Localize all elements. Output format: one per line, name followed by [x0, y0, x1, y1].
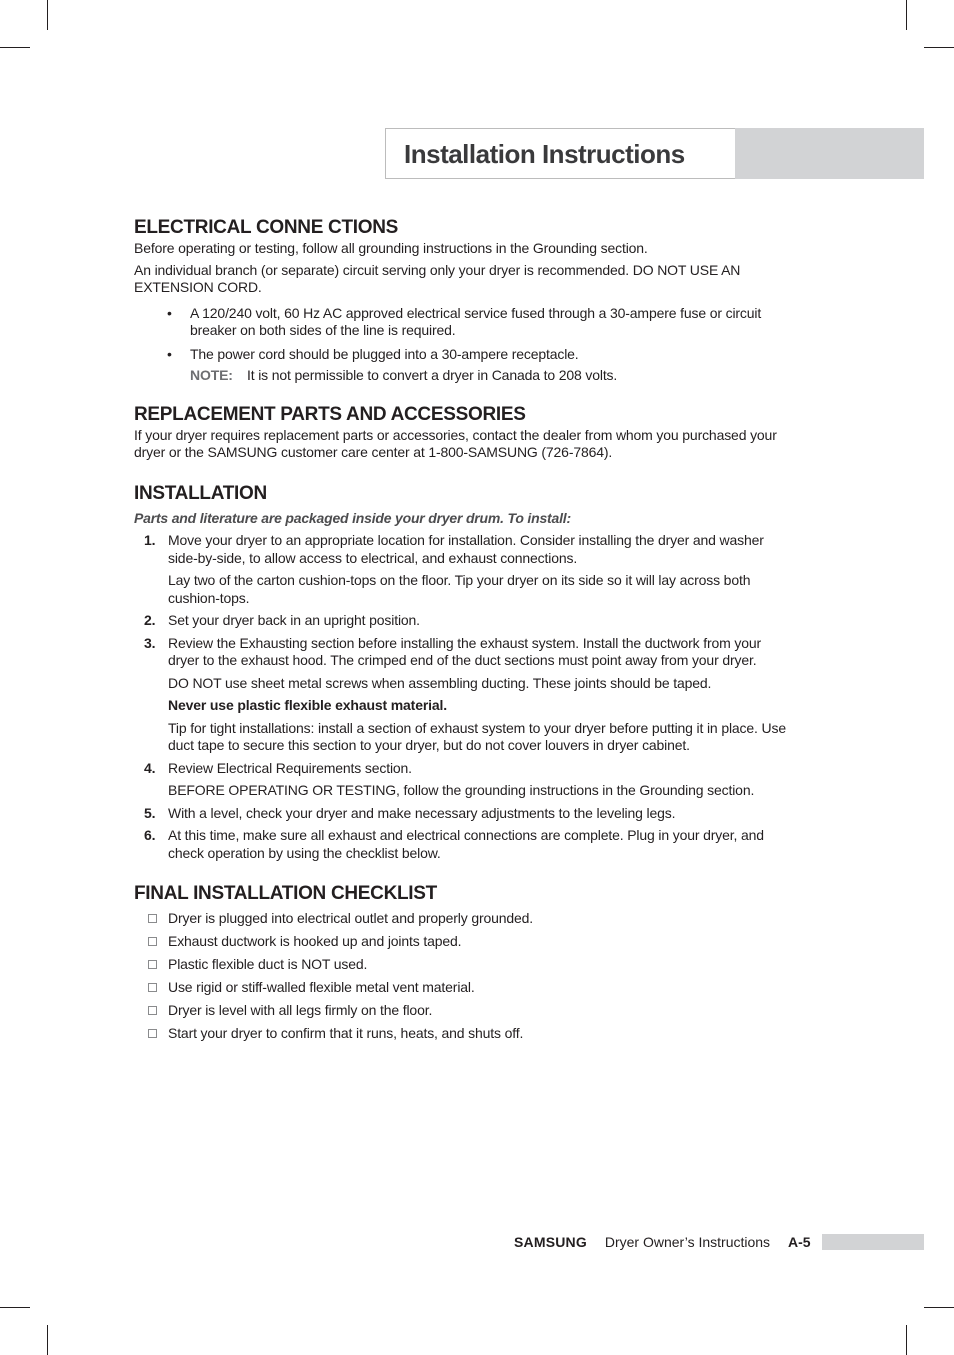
list-item: 2. Set your dryer back in an upright position.: [144, 612, 420, 628]
step-number: 4.: [144, 759, 156, 776]
checkbox-icon: [148, 960, 157, 969]
checkbox-icon: [148, 937, 157, 946]
list-item: 3. Review the Exhausting section before installing the exhaust system. Install the ductwork from your dryer to the exhaust hood. The crimped end of the duct sections must point away from your dryer.: [144, 634, 762, 668]
bullet-item: • The power cord should be plugged into a 30-ampere receptacle.: [167, 345, 579, 362]
page-title: Installation Instructions: [404, 139, 685, 169]
crop-mark: [0, 47, 30, 48]
crop-mark: [924, 1307, 954, 1308]
bullet-icon: •: [167, 345, 172, 362]
section-electrical: [134, 216, 794, 385]
step-note: Tip for tight installations: install a section of exhaust system to your dryer before putting it in place. Use duct tape to secure this section to your dryer, but do not cover louvers in dryer cabinet.: [168, 719, 786, 753]
bullet-icon: •: [167, 304, 172, 321]
checklist-item: Dryer is level with all legs firmly on the floor.: [134, 1002, 794, 1020]
list-item: 4. Review Electrical Requirements section.: [144, 759, 412, 776]
checklist-item: Plastic flexible duct is NOT used.: [134, 956, 794, 974]
crop-mark: [906, 0, 907, 30]
list-item: 6. At this time, make sure all exhaust and electrical connections are complete. Plug in your dryer, and check operation by using the checklist below.: [144, 827, 764, 861]
header-accent-bar: [735, 128, 924, 179]
step-note: DO NOT use sheet metal screws when assembling ducting. These joints should be taped.: [168, 674, 712, 691]
section-checklist: [134, 882, 794, 1043]
note-label: NOTE:: [190, 367, 233, 383]
section-installation: [134, 482, 794, 863]
paragraph: If your dryer requires replacement parts or accessories, contact the dealer from whom you purchased your dryer or the SAMSUNG customer care center at 1-800-SAMSUNG (726-7864).: [134, 426, 777, 460]
footer-document-title: Dryer Owner’s Instructions: [604, 1234, 771, 1250]
crop-mark: [924, 47, 954, 48]
checklist-item: Exhaust ductwork is hooked up and joints taped.: [134, 933, 794, 951]
note-text: It is not permissible to convert a dryer in Canada to 208 volts.: [247, 367, 618, 383]
checkbox-icon: [148, 983, 157, 992]
step-note: Lay two of the carton cushion-tops on the floor. Tip your dryer on its side so it will lay across both cushion-tops.: [168, 572, 751, 606]
step-note: BEFORE OPERATING OR TESTING, follow the grounding instructions in the Grounding section.: [168, 782, 755, 798]
section-heading: FINAL INSTALLATION CHECKLIST: [134, 883, 437, 904]
installation-lead: Parts and literature are packaged inside your dryer drum. To install:: [134, 509, 571, 526]
page-number: A-5: [787, 1234, 811, 1250]
step-warning: Never use plastic flexible exhaust material.: [168, 697, 447, 713]
checklist-item: Use rigid or stiff-walled flexible metal vent material.: [134, 979, 794, 997]
step-number: 3.: [144, 634, 156, 651]
section-heading: REPLACEMENT PARTS AND ACCESSORIES: [134, 403, 526, 425]
checklist-item: Dryer is plugged into electrical outlet and properly grounded.: [134, 910, 794, 928]
step-number: 6.: [144, 827, 156, 843]
bullet-item: • A 120/240 volt, 60 Hz AC approved electrical service fused through a 30-ampere fuse or circuit breaker on both sides of the line is required.: [167, 304, 762, 338]
checkbox-icon: [148, 1029, 157, 1038]
step-number: 1.: [144, 532, 156, 548]
page-footer: [514, 1232, 811, 1252]
crop-mark: [0, 1307, 30, 1308]
crop-mark: [47, 1325, 48, 1355]
step-number: 5.: [144, 804, 156, 821]
footer-brand: SAMSUNG: [514, 1234, 587, 1250]
page-content: [134, 216, 794, 1043]
section-heading: ELECTRICAL CONNE CTIONS: [134, 217, 399, 238]
checkbox-icon: [148, 914, 157, 923]
list-item: 1. Move your dryer to an appropriate location for installation. Consider installing the dryer and washer side-by-side, to allow access to electrical, and exhaust connections.: [144, 532, 764, 566]
checklist-item: Start your dryer to confirm that it runs, heats, and shuts off.: [134, 1025, 794, 1043]
footer-accent-bar: [822, 1234, 924, 1250]
section-heading: INSTALLATION: [134, 482, 267, 504]
note: [134, 367, 794, 385]
page-header: [385, 128, 735, 179]
list-item: 5. With a level, check your dryer and make necessary adjustments to the leveling legs.: [144, 804, 676, 821]
crop-mark: [47, 0, 48, 30]
step-number: 2.: [144, 612, 156, 628]
crop-mark: [906, 1325, 907, 1355]
paragraph: Before operating or testing, follow all grounding instructions in the Grounding section.: [134, 240, 648, 256]
checkbox-icon: [148, 1006, 157, 1015]
paragraph: An individual branch (or separate) circuit serving only your dryer is recommended. DO NOT USE AN EXTENSION CORD.: [134, 261, 741, 295]
section-replacement-parts: [134, 403, 794, 462]
